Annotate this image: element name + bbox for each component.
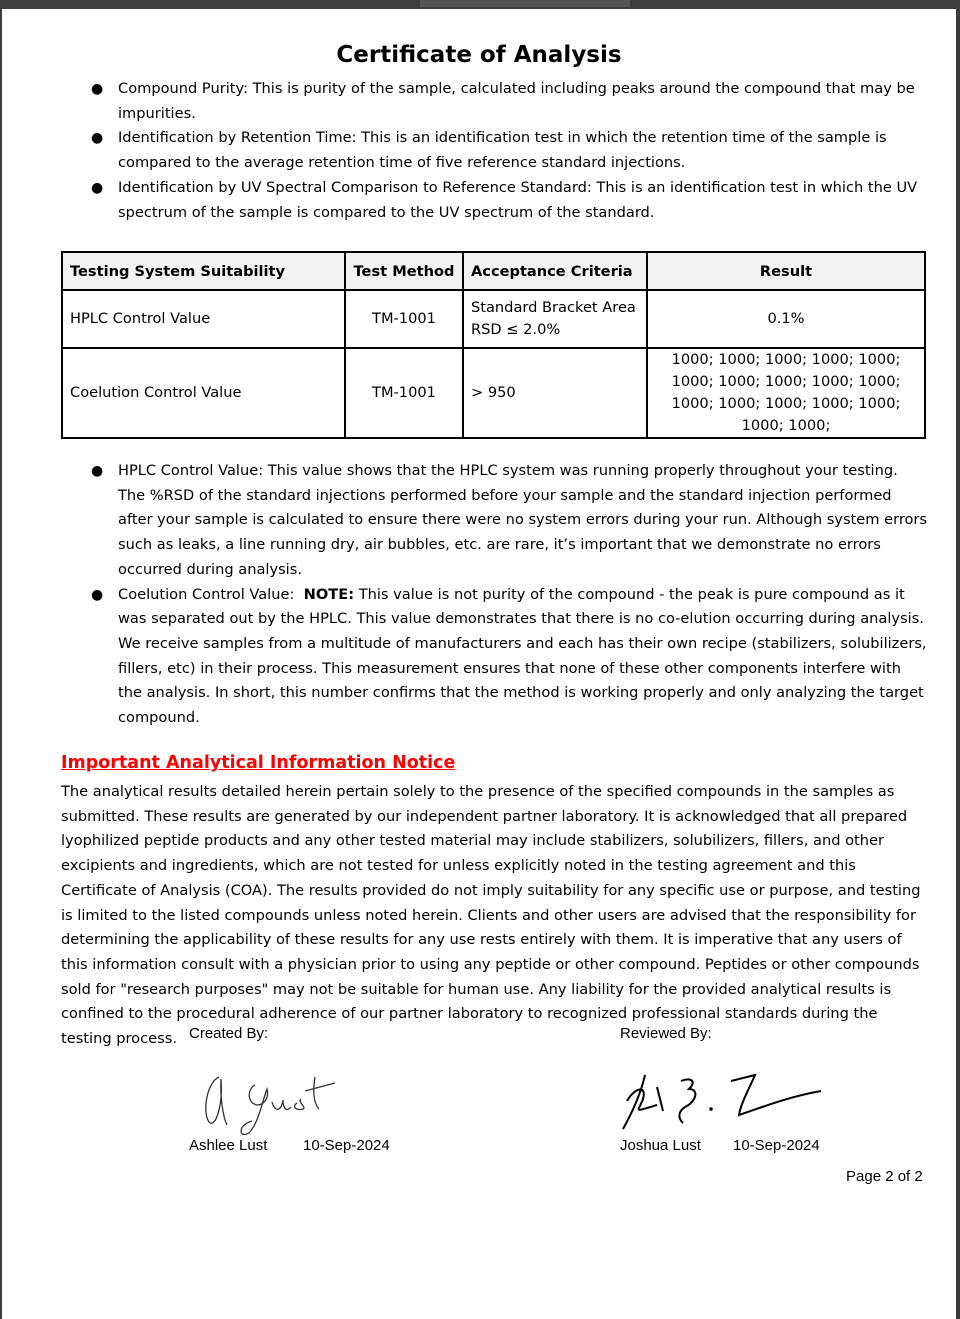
viewer-tab-indicator [420,0,630,7]
bullet-text: This value is not purity of the compound - the peak is pure compound as it was separated out by the HPLC. This value demonstrates that there is no co-elution occurring during analysis. We receive samples from a multitude of manufacturers and each has their own recipe (stabilizers, solubilizers, fillers, etc) in their process. This measurement ensures that none of these other components interfere with the analysis. In short, this number confirms that the method is working properly and only analyzing the target compound. [118,585,927,727]
bullet-icon: ● [91,463,104,479]
created-date: 10-Sep-2024 [303,1137,390,1154]
table-row [62,348,925,438]
created-by-name: Ashlee Lust [189,1137,268,1154]
bullet-icon: ● [91,130,104,147]
list-item [88,459,928,583]
table-cell: TM-1001 [345,348,463,438]
table-cell: 0.1% [647,290,925,348]
table-header-row [62,252,925,290]
bullet-lead: Coelution Control Value: [118,585,304,603]
table-cell: TM-1001 [345,290,463,348]
reviewed-date: 10-Sep-2024 [733,1137,820,1154]
note-label: NOTE: [303,585,355,603]
column-header: Test Method [345,252,463,290]
bullet-text: HPLC Control Value: This value shows that the HPLC system was running properly throughout your testing. The %RSD of the standard injections performed before your sample and the standard injection performed after your sample is calculated to ensure there were no system errors during your run. Although system errors such as leaks, a line running dry, air bubbles, etc. are rare, it’s important that we demonstrate no errors occurred during analysis. [118,462,928,578]
created-by-label: Created By: [189,1025,269,1042]
list-item [88,126,928,175]
list-item [88,176,928,225]
list-item [88,583,928,731]
explain-bullet-list [88,459,928,731]
column-header: Testing System Suitability [62,252,345,290]
bullet-text: Identification by UV Spectral Comparison to Reference Standard: This is an identification test in which the UV spectrum of the sample is compared to the UV spectrum of the standard. [118,178,918,221]
bullet-text: Identification by Retention Time: This is an identification test in which the retention time of the sample is compared to the average retention time of five reference standard injections. [118,129,887,172]
table-cell: > 950 [463,348,647,438]
bullet-icon: ● [91,179,104,196]
table-row [62,290,925,348]
bullet-icon: ● [91,81,104,97]
bullet-icon: ● [91,586,104,603]
bullet-text: Compound Purity: This is purity of the sample, calculated including peaks around the compound that may be impurities. [118,80,915,122]
reviewed-by-name: Joshua Lust [620,1137,701,1154]
table-cell: HPLC Control Value [62,290,345,348]
column-header: Acceptance Criteria [463,252,647,290]
reviewed-signature-image [617,1067,832,1137]
notice-body: The analytical results detailed herein pertain solely to the presence of the specified compounds in the samples as submitted. These results are generated by our independent partner laboratory. It is acknowledged that all prepared lyophilized peptide products and any other tested material may include stabilizers, solubilizers, fillers, and other excipients and ingredients, which are not tested for unless explicitly noted in the testing agreement and this Certificate of Analysis (COA). The results provided do not imply suitability for any specific use or purpose, and testing is limited to the listed compounds unless noted herein. Clients and other users are advised that the responsibility for determining the applicability of these results for any use rests entirely with them. It is imperative that any users of this information consult with a physician prior to using any peptide or other compound. Peptides or other compounds sold for "research purposes" may not be suitable for human use. Any liability for the provided analytical results is confined to the procedural adherence of our partner laboratory to recognized professional standards during the testing process. [61,783,921,1048]
list-item [88,77,928,126]
document-page [2,9,956,1319]
column-header: Result [647,252,925,290]
page-title: Certificate of Analysis [336,42,622,68]
table-cell: 1000; 1000; 1000; 1000; 1000; 1000; 1000; 1000; 1000; 1000; 1000; 1000; 1000; 1000; 1000; 1000; 1000; [647,348,925,438]
notice-title: Important Analytical Information Notice [61,753,456,773]
reviewed-by-label: Reviewed By: [620,1025,712,1042]
page-number: Page 2 of 2 [846,1168,923,1185]
system-suitability-table [61,251,926,439]
viewer-top-strip [0,0,960,8]
table-cell: Coelution Control Value [62,348,345,438]
intro-bullet-list [88,77,928,225]
table-cell: Standard Bracket Area RSD ≤ 2.0% [463,290,647,348]
